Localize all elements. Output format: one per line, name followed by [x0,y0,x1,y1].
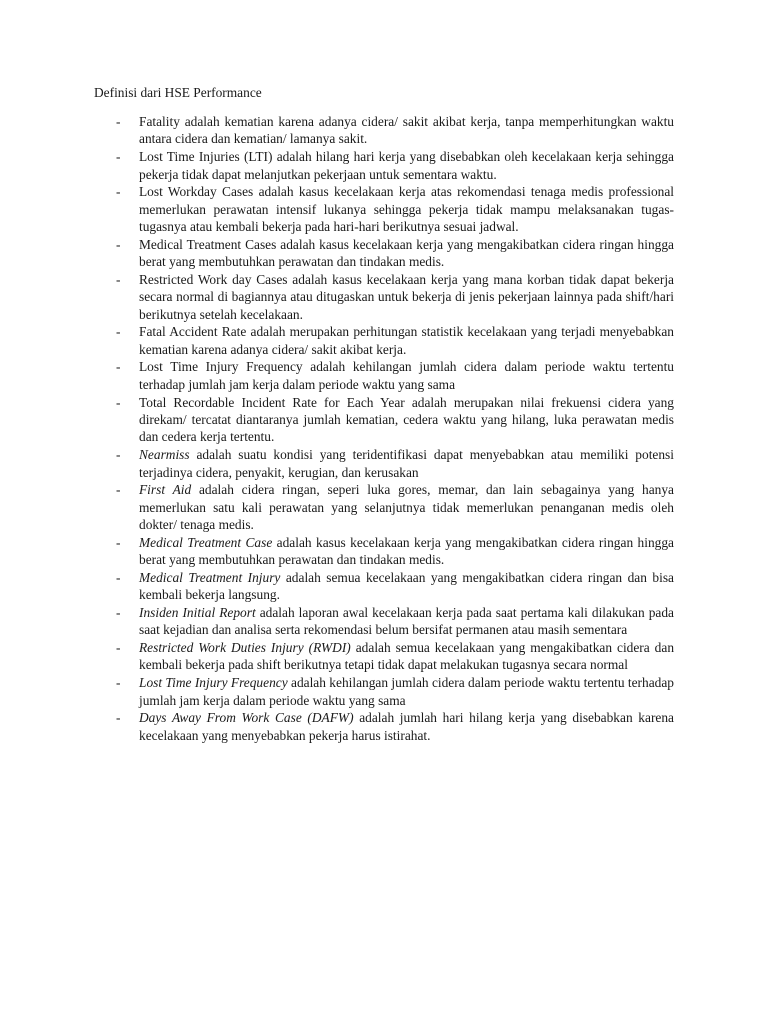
definition-text: Lost Time Injuries (LTI) adalah hilang hari kerja yang disebabkan oleh kecelakaan kerja sehingga pekerja tidak dapat melanjutkan pekerjaan untuk sementara waktu. [139,149,674,182]
definition-term: Days Away From Work Case (DAFW) [139,710,354,726]
definition-text: Lost Workday Cases adalah kasus kecelakaan kerja atas rekomendasi tenaga medis professional memerlukan perawatan intensif lukanya sehingga pekerja tidak mampu melaksanakan tugas-tugasnya atau kembali bekerja pada hari-hari berikutnya sesuai jadwal. [139,184,674,235]
list-item [94,481,674,533]
definition-text: adalah kehilangan jumlah cidera dalam periode waktu tertentu terhadap jumlah jam kerja dalam periode waktu yang sama [139,675,674,708]
list-item [94,604,674,639]
list-item [94,183,674,235]
definition-text: Fatal Accident Rate adalah merupakan perhitungan statistik kecelakaan yang terjadi menyebabkan kematian karena adanya cidera/ sakit akibat kerja. [139,324,674,357]
definition-term: Medical Treatment Injury [139,569,281,585]
list-item [94,674,674,709]
list-item [94,639,674,674]
definition-term: Restricted Work Duties Injury (RWDI) [139,640,351,656]
bullet-dash: - [116,675,121,691]
definition-text: Medical Treatment Cases adalah kasus kecelakaan kerja yang mengakibatkan cidera ringan hingga berat yang membutuhkan perawatan dan tindakan medis. [139,236,674,270]
definition-term: Nearmiss [139,447,190,463]
bullet-dash: - [116,236,121,252]
definition-text: adalah laporan awal kecelakaan kerja pada saat pertama kali dilakukan pada saat kejadian dan analisa serta rekomendasi belum bersifat permanen atau masih sementara [139,604,674,638]
definition-term: Lost Time Injury Frequency [139,675,288,691]
list-item [94,236,674,271]
document-title: Definisi dari HSE Performance [94,85,262,100]
definition-term: First Aid [139,482,192,498]
bullet-dash: - [116,184,121,200]
list-item [94,323,674,358]
list-item [94,394,674,446]
definition-text: Restricted Work day Cases adalah kasus kecelakaan kerja yang mana korban tidak dapat bekerja secara normal di bagiannya atau ditugaskan untuk bekerja di jenis pekerjaan lainnya pada shift/hari berikutnya setelah kecelakaan. [139,271,674,322]
bullet-dash: - [116,569,121,585]
bullet-dash: - [116,447,121,463]
bullet-dash: - [116,640,121,656]
list-item [94,358,674,393]
list-item [94,148,674,183]
bullet-dash: - [116,359,121,375]
bullet-dash: - [116,271,121,287]
bullet-dash: - [116,534,121,550]
definition-text: adalah suatu kondisi yang teridentifikasi dapat menyebabkan atau memiliki potensi terjadinya cidera, penyakit, kerugian, dan kerusakan [139,447,674,480]
list-item [94,271,674,323]
definition-list [94,113,674,744]
bullet-dash: - [116,324,121,340]
bullet-dash: - [116,710,121,726]
definition-text: adalah semua kecelakaan yang mengakibatkan cidera ringan dan bisa kembali bekerja langsung. [139,569,674,603]
definition-text: Fatality adalah kematian karena adanya cidera/ sakit akibat kerja, tanpa memperhitungkan waktu antara cidera dan kematian/ lamanya sakit. [139,114,674,147]
definition-text: adalah semua kecelakaan yang mengakibatkan cidera dan kembali bekerja pada shift berikutnya tetapi tidak dapat melakukan tugasnya secara normal [139,640,675,673]
bullet-dash: - [116,482,121,498]
definition-text: adalah jumlah hari hilang kerja yang disebabkan karena kecelakaan yang menyebabkan pekerja harus istirahat. [139,710,674,743]
bullet-dash: - [116,114,121,129]
definition-text: adalah kasus kecelakaan kerja yang mengakibatkan cidera ringan hingga berat yang membutuhkan perawatan dan tindakan medis. [139,534,674,568]
bullet-dash: - [116,604,121,620]
definition-text: Total Recordable Incident Rate for Each Year adalah merupakan nilai frekuensi cidera yang direkam/ tercatat diantaranya jumlah kematian, cedera waktu yang hilang, luka perawatan medis dan cedera kerja tertentu. [139,394,674,445]
bullet-dash: - [116,394,121,410]
definition-text: Lost Time Injury Frequency adalah kehilangan jumlah cidera dalam periode waktu tertentu terhadap jumlah jam kerja dalam periode waktu yang sama [139,359,674,392]
definition-term: Insiden Initial Report [139,604,256,620]
list-item [94,569,674,604]
definition-text: adalah cidera ringan, seperi luka gores, memar, dan lain sebagainya yang hanya memerlukan satu kali perawatan yang selanjutnya tidak memerlukan penanganan medis oleh dokter/ tenaga medis. [139,482,674,533]
list-item [94,534,674,569]
list-item [94,709,674,744]
bullet-dash: - [116,149,121,165]
definition-term: Medical Treatment Case [139,534,273,550]
list-item [94,446,674,481]
list-item [94,113,674,148]
